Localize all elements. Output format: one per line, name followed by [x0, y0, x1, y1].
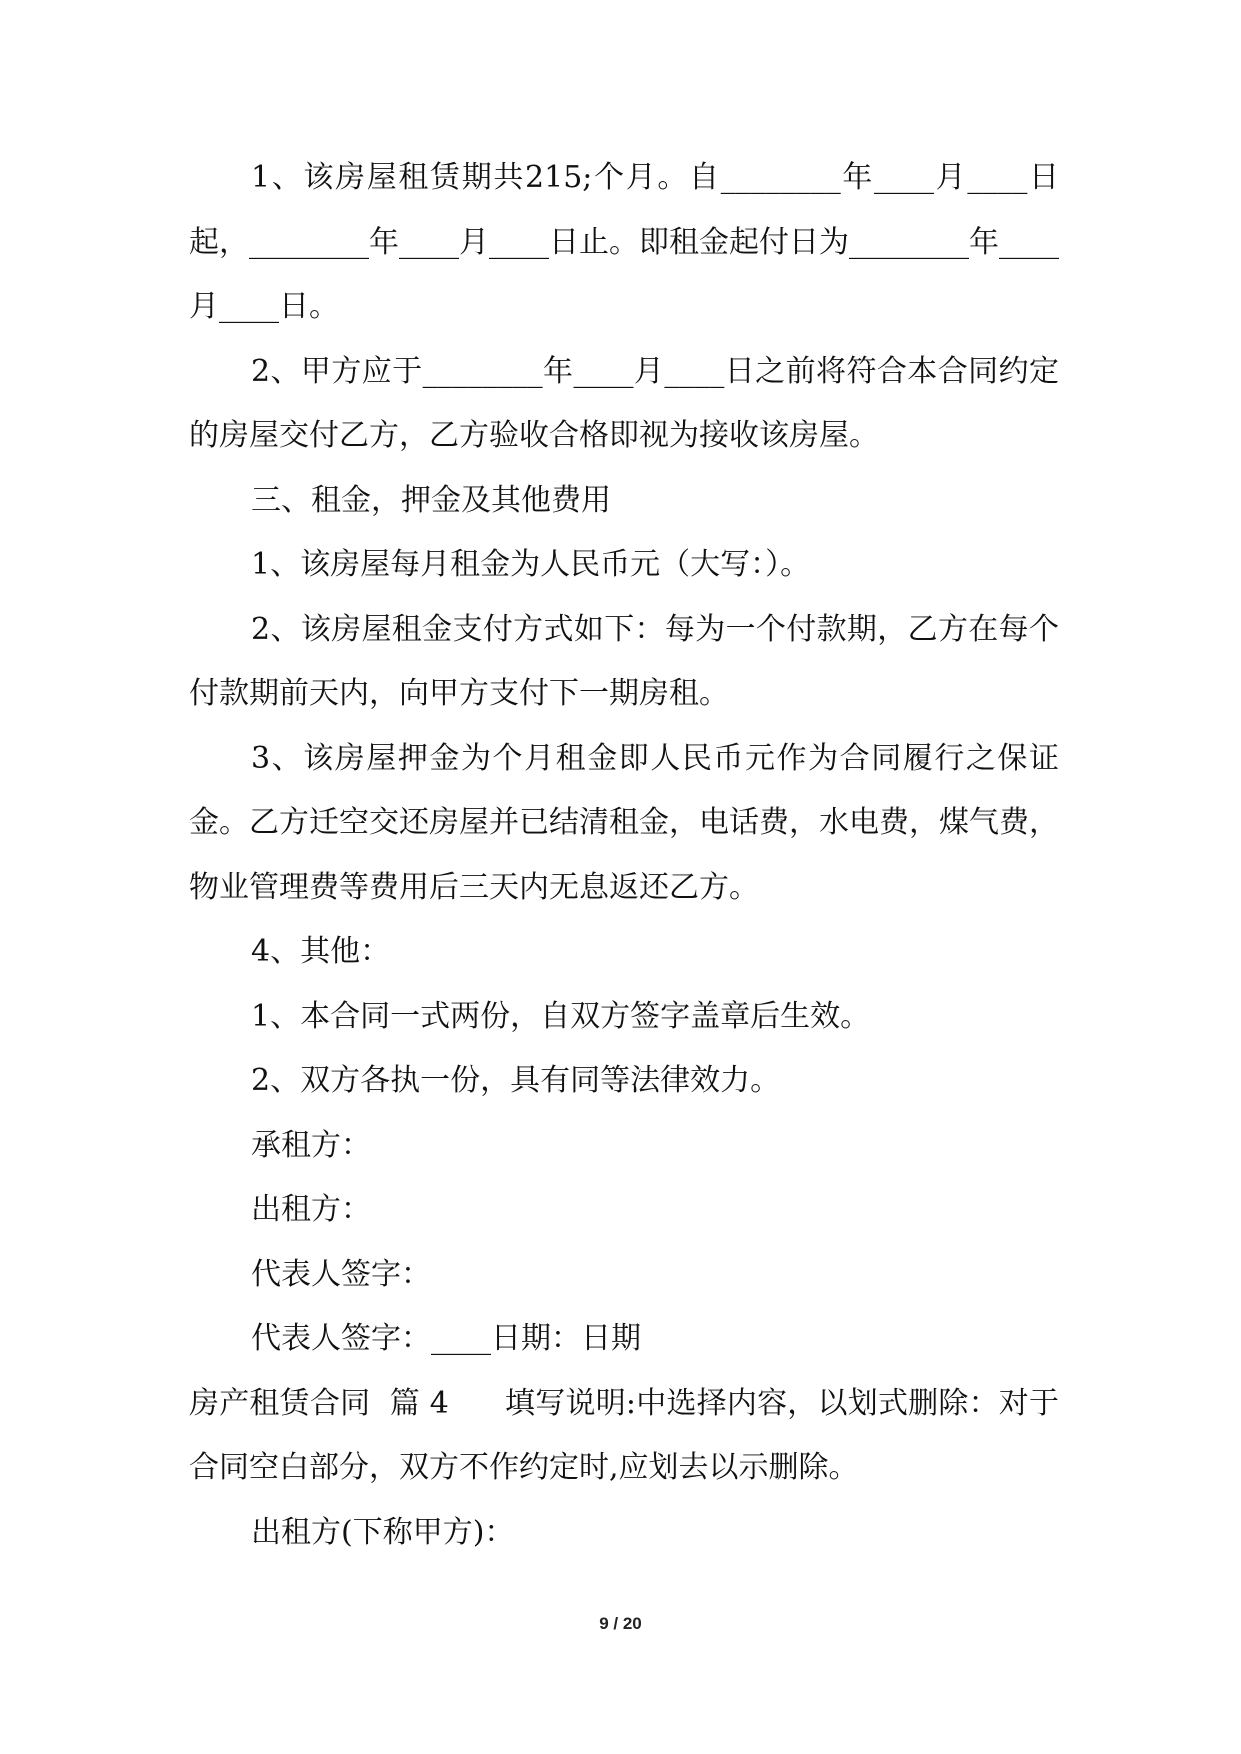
paragraph-monthly-rent: 1、该房屋每月租金为人民币元（大写：）。	[251, 547, 811, 582]
section-heading-rent: 三、租金，押金及其他费用	[251, 482, 611, 518]
document-body	[189, 146, 1059, 1565]
label-representative-signature-1: 代表人签字：	[251, 1256, 431, 1292]
label-lessee: 承租方：	[251, 1127, 371, 1163]
paragraph-validity: 2、双方各执一份，具有同等法律效力。	[251, 1063, 781, 1098]
paragraph-deposit: 3、该房屋押金为个月租金即人民币元作为合同履行之保证金。乙方迁空交还房屋并已结清租金，电话费，水电费，煤气费，物业管理费等费用后三天内无息返还乙方。	[189, 740, 1059, 905]
section-heading-contract-4	[189, 1372, 1059, 1501]
paragraph-other: 4、其他：	[251, 934, 391, 969]
fill-instructions: 填写说明:中选择内容，以划式删除：对于合同空白部分，双方不作约定时,应划去以示删除。	[189, 1385, 1060, 1485]
paragraph-copies: 1、本合同一式两份，自双方签字盖章后生效。	[251, 998, 871, 1034]
paragraph-payment-method: 2、该房屋租金支付方式如下：每为一个付款期，乙方在每个付款期前天内，向甲方支付下一期房租。	[189, 611, 1059, 711]
contract-title: 房产租赁合同 篇 4	[189, 1385, 449, 1421]
label-representative-signature-2: 代表人签字：____日期：日期	[251, 1321, 641, 1356]
paragraph-lease-term: 1、该房屋租赁期共215;个月。自________年____月____日起，________年____月____日止。即租金起付日为________年____月____日。	[189, 160, 1059, 324]
paragraph-delivery: 2、甲方应于________年____月____日之前将符合本合同约定的房屋交付乙方，乙方验收合格即视为接收该房屋。	[189, 353, 1059, 453]
label-lessor: 出租方：	[251, 1192, 371, 1227]
page-number: 9 / 20	[599, 1614, 642, 1633]
label-lessor-party-a: 出租方(下称甲方)：	[251, 1514, 515, 1550]
